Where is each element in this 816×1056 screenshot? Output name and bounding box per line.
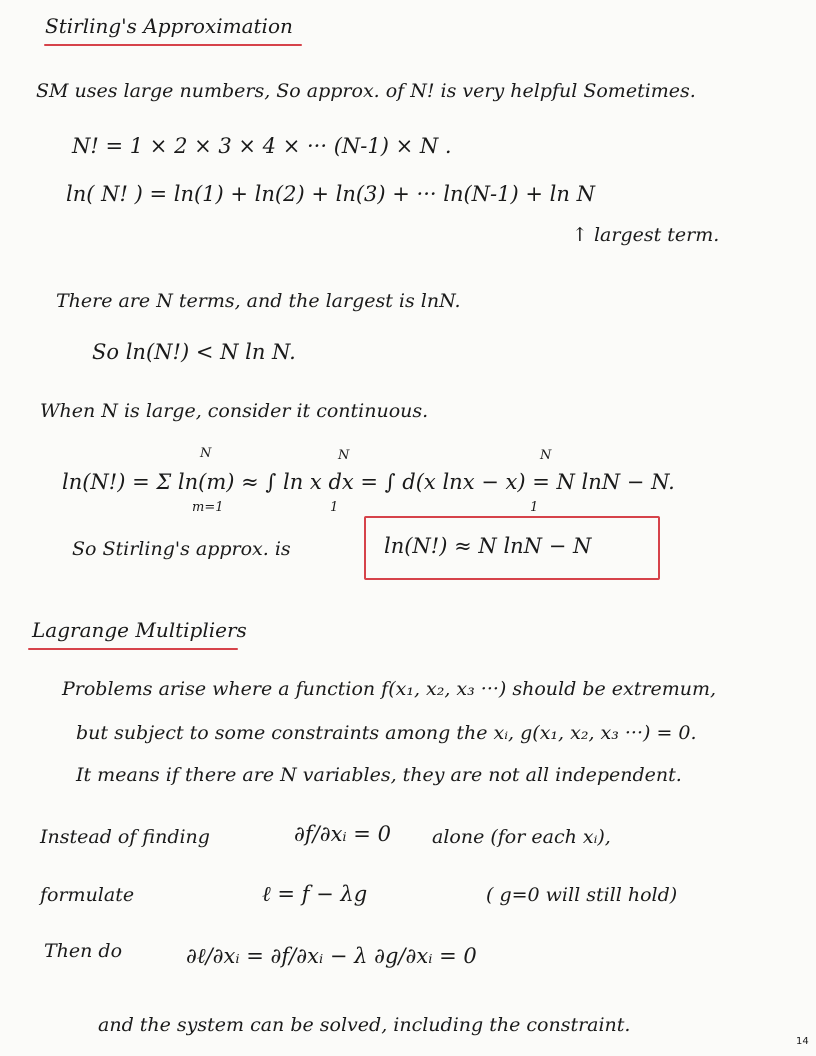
bound-line: So ln(N!) < N ln N.	[92, 340, 296, 364]
sum-lower-limit: m=1	[192, 500, 224, 515]
so-stirling-label: So Stirling's approx. is	[72, 538, 291, 560]
integral2-lower-limit: 1	[530, 500, 539, 515]
then-do-label: Then do	[44, 940, 123, 962]
page-number: 14	[796, 1036, 809, 1047]
then-do-equation: ∂ℓ/∂xᵢ = ∂f/∂xᵢ − λ ∂g/∂xᵢ = 0	[186, 944, 477, 968]
integral-lower-limit: 1	[330, 500, 339, 515]
stirling-result: ln(N!) ≈ N lnN − N	[384, 534, 592, 558]
largest-term-note: ↑ largest term.	[572, 224, 720, 246]
integral-line: ln(N!) = Σ ln(m) ≈ ∫ ln x dx = ∫ d(x lnx − x) = N lnN − N.	[62, 470, 675, 494]
stirling-heading: Stirling's Approximation	[45, 14, 293, 38]
log-sum-line: ln( N! ) = ln(1) + ln(2) + ln(3) + ··· ln(N-1) + ln N	[66, 182, 595, 206]
formulate-equation: ℓ = f − λg	[262, 882, 368, 906]
lagrange-heading: Lagrange Multipliers	[32, 618, 247, 642]
integral-upper-limit: N	[338, 448, 350, 463]
stirling-intro: SM uses large numbers, So approx. of N! is very helpful Sometimes.	[36, 80, 696, 102]
factorial-line: N! = 1 × 2 × 3 × 4 × ··· (N-1) × N .	[72, 134, 452, 158]
instead-note: alone (for each xᵢ),	[432, 826, 611, 848]
n-terms-line: There are N terms, and the largest is lnN.	[56, 290, 461, 312]
lagrange-heading-underline	[28, 648, 238, 650]
stirling-heading-underline	[44, 44, 302, 46]
instead-label: Instead of finding	[40, 826, 210, 848]
lagrange-problem-2: but subject to some constraints among the xᵢ, g(x₁, x₂, x₃ ···) = 0.	[76, 722, 697, 744]
continuous-line: When N is large, consider it continuous.	[40, 400, 429, 422]
instead-equation: ∂f/∂xᵢ = 0	[294, 822, 391, 846]
formulate-label: formulate	[40, 884, 135, 906]
sum-upper-limit: N	[200, 446, 212, 461]
lagrange-problem-3: It means if there are N variables, they are not all independent.	[76, 764, 682, 786]
lagrange-problem-1: Problems arise where a function f(x₁, x₂, x₃ ···) should be extremum,	[62, 678, 716, 700]
closing-line: and the system can be solved, including the constraint.	[98, 1014, 631, 1036]
integral2-upper-limit: N	[540, 448, 552, 463]
formulate-note: ( g=0 will still hold)	[486, 884, 678, 906]
